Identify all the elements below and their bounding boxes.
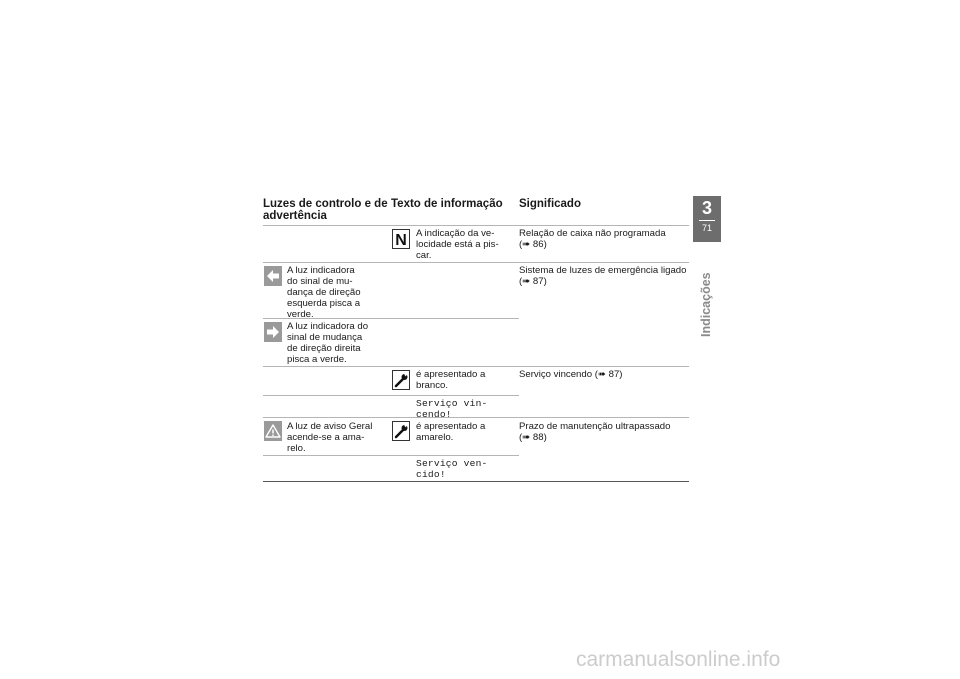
row3-light: A luz indicadora do sinal de mudança de direção direita pisca a verde. <box>287 321 369 365</box>
row6-meaning: Prazo de manutenção ultrapassado (➠ 88) <box>519 421 671 443</box>
row1-info: A indicação da ve- locidade está a pis- car. <box>416 228 499 261</box>
row2-meaning: Sistema de luzes de emergência ligado (➠ 87) <box>519 265 687 287</box>
row7-display-text: Serviço ven- cido! <box>416 458 488 480</box>
row4-meaning: Serviço vincendo (➠ 87) <box>519 369 623 380</box>
wrench-icon-white <box>392 370 410 390</box>
row6-light: A luz de aviso Geral acende-se a ama- relo. <box>287 421 373 454</box>
warning-triangle-icon <box>264 421 282 441</box>
row6-info: é apresentado a amarelo. <box>416 421 486 443</box>
wrench-icon-yellow <box>392 421 410 441</box>
svg-text:N: N <box>395 232 407 249</box>
page-number: 71 <box>701 223 712 233</box>
chapter-tab-divider <box>699 220 715 221</box>
row5-display-text: Serviço vin- cendo! <box>416 398 488 420</box>
rule-row6 <box>263 455 519 456</box>
col1-header: Luzes de controlo e de advertência <box>263 198 388 222</box>
chapter-number: 3 <box>701 198 712 218</box>
rule-row1 <box>263 262 689 263</box>
row2-light: A luz indicadora do sinal de mu- dança de direção esquerda pisca a verde. <box>287 265 361 320</box>
chapter-tab <box>693 196 721 242</box>
rule-bottom <box>263 481 689 482</box>
neutral-icon <box>392 229 410 249</box>
row4-info: é apresentado a branco. <box>416 369 486 391</box>
rule-row3 <box>263 366 689 367</box>
col3-header: Significado <box>519 198 581 210</box>
row1-meaning: Relação de caixa não programada (➠ 86) <box>519 228 666 250</box>
turn-left-icon <box>264 266 282 286</box>
turn-right-icon <box>264 322 282 342</box>
rule-header <box>263 225 689 226</box>
chapter-title: Indicações <box>699 272 713 337</box>
watermark: carmanualsonline.info <box>576 648 781 671</box>
col2-header: Texto de informação <box>391 198 503 210</box>
rule-row4 <box>263 395 519 396</box>
